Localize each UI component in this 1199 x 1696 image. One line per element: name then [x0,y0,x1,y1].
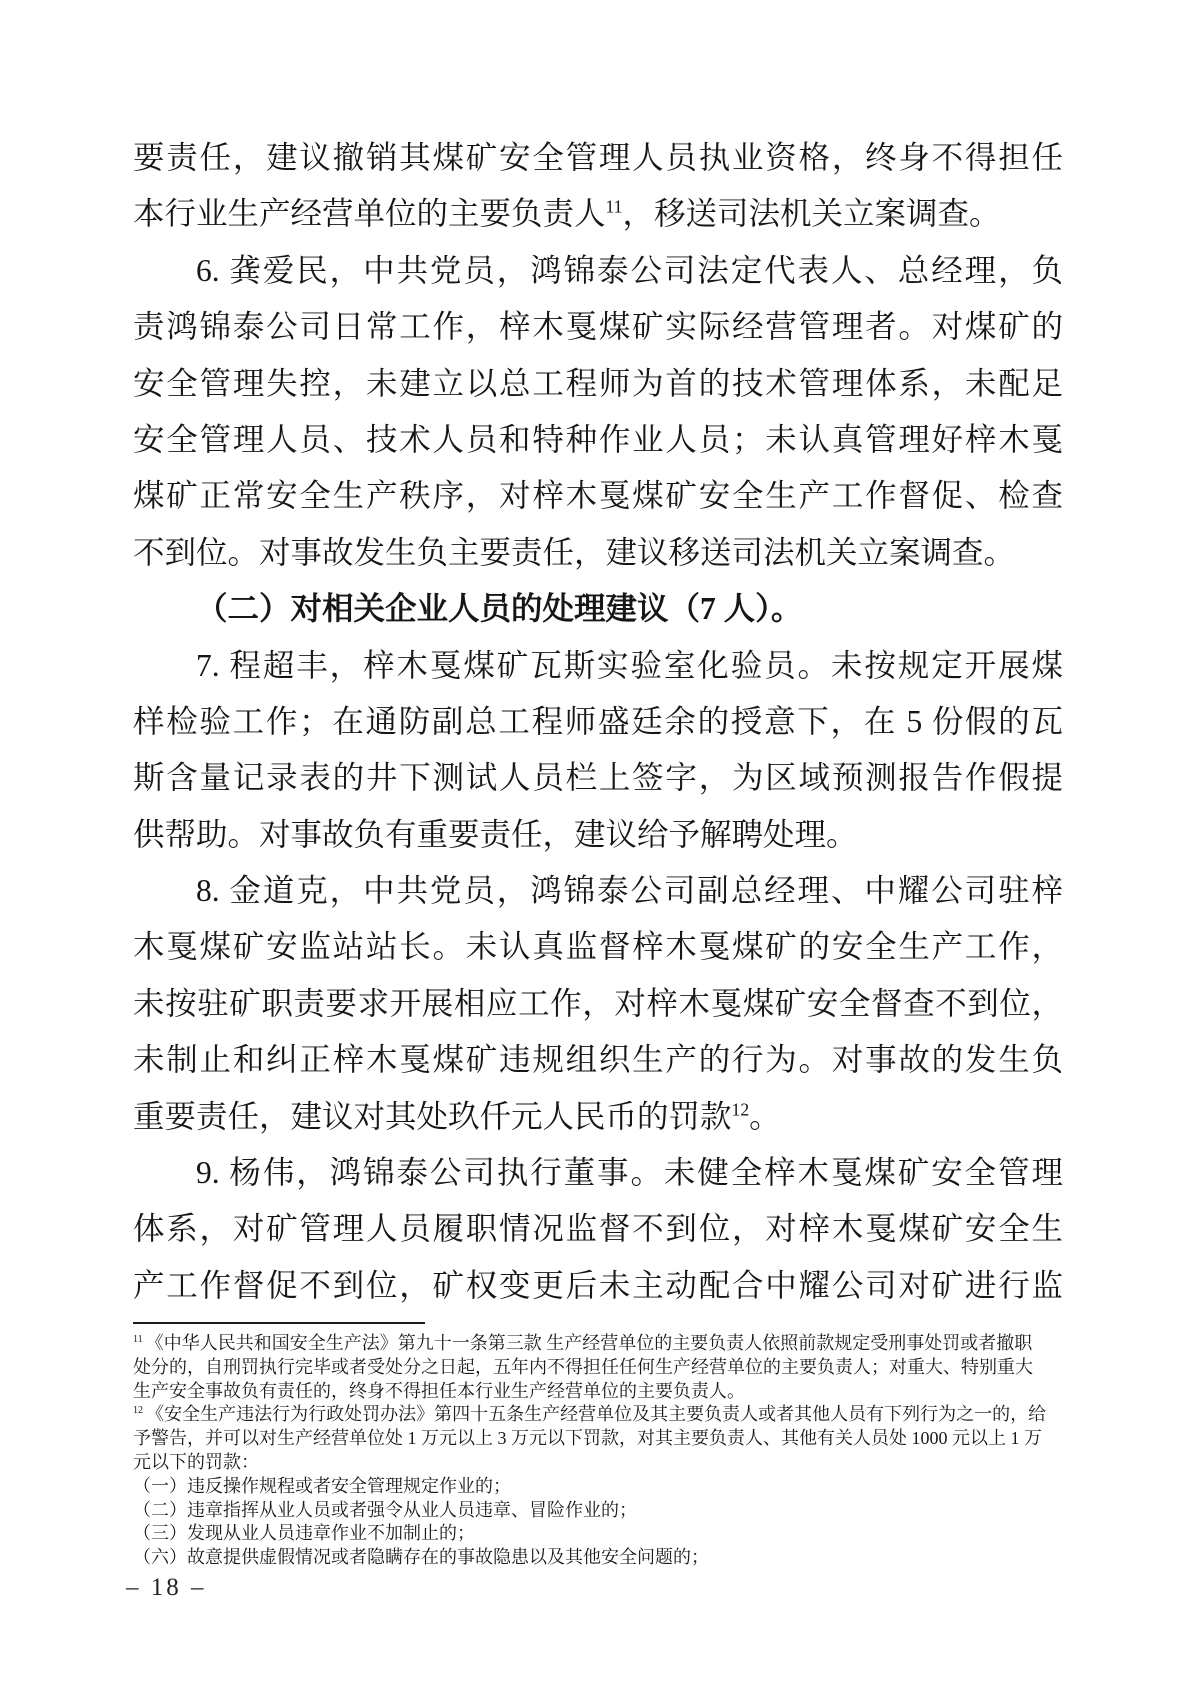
footnote-ref-12: 12 [731,1099,750,1120]
body-line: 未制止和纠正梓木戛煤矿违规组织生产的行为。对事故的发生负 [133,1042,1063,1078]
body-line: 供帮助。对事故负有重要责任，建议给予解聘处理。 [133,816,858,852]
footnote-text: 生产安全事故负有责任的，终身不得担任本行业生产经营单位的主要负责人。 [133,1380,745,1401]
footnote-ref-11: 11 [605,196,623,217]
footnote-line [133,1380,1078,1404]
footnote-line [133,1522,1078,1546]
body-line: 未按驻矿职责要求开展相应工作，对梓木戛煤矿安全督查不到位， [133,985,1063,1021]
body-line [133,1089,1063,1145]
body-line: 产工作督促不到位，矿权变更后未主动配合中耀公司对矿进行监 [133,1267,1063,1303]
footnote-text: 予警告，并可以对生产经营单位处 1 万元以上 3 万元以下罚款，对其主要负责人、其他有关人员处 1000 元以上 1 万 [133,1428,1042,1449]
footnote-text: （三）发现从业人员违章作业不加制止的； [133,1523,475,1544]
footnote-text: （一）违反操作规程或者安全管理规定作业的； [133,1475,511,1496]
body-line: 不到位。对事故发生负主要责任，建议移送司法机关立案调查。 [133,534,1016,570]
body-line: 斯含量记录表的井下测试人员栏上签字，为区域预测报告作假提 [133,760,1063,796]
footnote-text: 《安全生产违法行为行政处罚办法》第四十五条生产经营单位及其主要负责人或者其他人员有下列行为之一的，给 [146,1404,1047,1425]
body-line: 8. 金道克，中共党员，鸿锦泰公司副总经理、中耀公司驻梓 [196,873,1063,909]
footnote-line [133,1356,1078,1380]
body-line: 煤矿正常安全生产秩序，对梓木戛煤矿安全生产工作督促、检查 [133,478,1063,514]
footnote-text: （二）违章指挥从业人员或者强令从业人员违章、冒险作业的； [133,1499,637,1520]
body-text [133,130,1063,1314]
body-line: 7. 程超丰，梓木戛煤矿瓦斯实验室化验员。未按规定开展煤 [196,647,1063,683]
body-line: 要责任，建议撤销其煤矿安全管理人员执业资格，终身不得担任 [133,140,1063,175]
footnote-line [133,1427,1078,1451]
footnote-line [133,1475,1078,1499]
body-line: 9. 杨伟，鸿锦泰公司执行董事。未健全梓木戛煤矿安全管理 [196,1155,1063,1191]
footnote-line [133,1403,1078,1427]
footnote-line [133,1451,1078,1475]
body-line: 安全管理失控，未建立以总工程师为首的技术管理体系，未配足 [133,365,1063,401]
line-text: 重要责任，建议对其处玖仟元人民币的罚款 [133,1098,732,1134]
footnote-text: （六）故意提供虚假情况或者隐瞒存在的事故隐患以及其他安全问题的； [133,1547,709,1568]
line-text: 本行业生产经营单位的主要负责人 [133,196,606,232]
footnote-separator [133,1322,425,1324]
footnote-marker-11: 11 [133,1334,143,1345]
section-heading: （二）对相关企业人员的处理建议（7 人）。 [196,591,803,627]
line-text: ，移送司法机关立案调查。 [622,196,1001,232]
body-line: 6. 龚爱民，中共党员，鸿锦泰公司法定代表人、总经理，负 [196,252,1063,288]
line-text: 。 [749,1098,781,1134]
body-line: 样检验工作；在通防副总工程师盛廷余的授意下，在 5 份假的瓦 [133,703,1063,739]
page-number: – 18 – [126,1574,207,1601]
footnote-text: 元以下的罚款： [133,1451,259,1472]
footnote-text: 处分的，自刑罚执行完毕或者受处分之日起，五年内不得担任任何生产经营单位的主要负责人；对重大、特别重大 [133,1356,1033,1377]
body-line [133,186,1063,242]
body-line: 体系，对矿管理人员履职情况监督不到位，对梓木戛煤矿安全生 [133,1211,1063,1247]
footnote-line [133,1332,1078,1356]
footnote-line [133,1499,1078,1523]
footnote-line [133,1546,1078,1570]
body-line: 责鸿锦泰公司日常工作，梓木戛煤矿实际经营管理者。对煤矿的 [133,309,1063,345]
footnote-marker-12: 12 [133,1405,144,1417]
footnotes [133,1332,1078,1570]
body-line: 木戛煤矿安监站站长。未认真监督梓木戛煤矿的安全生产工作， [133,929,1063,965]
body-line: 安全管理人员、技术人员和特种作业人员；未认真管理好梓木戛 [133,421,1063,457]
footnote-text: 《中华人民共和国安全生产法》第九十一条第三款 生产经营单位的主要负责人依照前款规定受刑事处罚或者撤职 [145,1333,1033,1353]
